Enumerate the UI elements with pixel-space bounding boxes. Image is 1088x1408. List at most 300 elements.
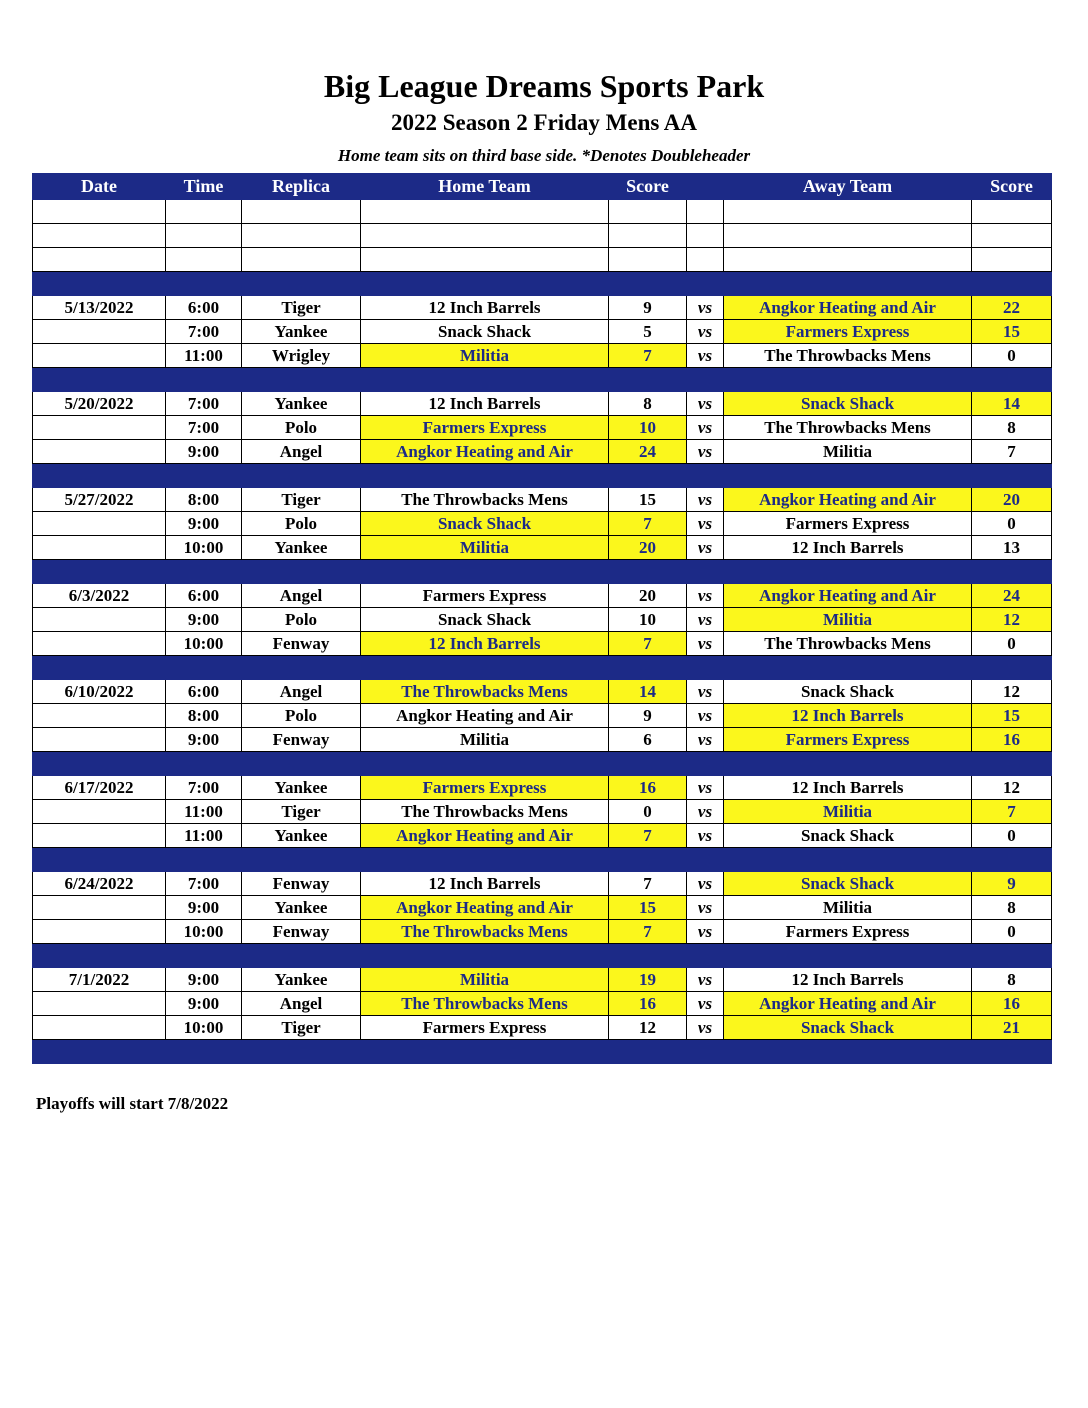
home-score-cell: 16 (609, 776, 687, 800)
replica-cell: Yankee (242, 776, 361, 800)
time-cell: 9:00 (166, 608, 242, 632)
replica-cell: Tiger (242, 800, 361, 824)
separator-row (33, 272, 1052, 296)
empty-cell (972, 752, 1052, 776)
home-team-cell: Angkor Heating and Air (361, 896, 609, 920)
empty-cell (242, 752, 361, 776)
home-team-cell: Snack Shack (361, 512, 609, 536)
home-team-cell: 12 Inch Barrels (361, 632, 609, 656)
away-score-cell: 15 (972, 704, 1052, 728)
away-score-cell: 16 (972, 728, 1052, 752)
time-cell: 7:00 (166, 872, 242, 896)
home-team-cell: Militia (361, 728, 609, 752)
empty-cell (609, 200, 687, 224)
game-row (33, 392, 1052, 416)
empty-cell (972, 368, 1052, 392)
game-row (33, 296, 1052, 320)
home-team-note: Home team sits on third base side. *Denotes Doubleheader (337, 146, 751, 165)
separator-row (33, 656, 1052, 680)
home-team-cell: 12 Inch Barrels (361, 872, 609, 896)
col-header-home-score: Score (609, 174, 687, 200)
empty-cell (242, 368, 361, 392)
time-cell: 9:00 (166, 968, 242, 992)
away-team-cell: The Throwbacks Mens (724, 416, 972, 440)
empty-cell (33, 656, 166, 680)
away-team-cell: Angkor Heating and Air (724, 584, 972, 608)
game-row (33, 680, 1052, 704)
vs-label: vs (687, 704, 724, 728)
replica-cell: Yankee (242, 968, 361, 992)
away-team-cell: The Throwbacks Mens (724, 344, 972, 368)
away-score-cell: 7 (972, 440, 1052, 464)
empty-cell (166, 752, 242, 776)
empty-cell (687, 272, 724, 296)
date-cell: 6/10/2022 (33, 680, 166, 704)
time-cell: 7:00 (166, 320, 242, 344)
away-score-cell: 7 (972, 800, 1052, 824)
empty-cell (609, 752, 687, 776)
empty-cell (687, 248, 724, 272)
separator-row (33, 944, 1052, 968)
date-cell (33, 728, 166, 752)
empty-cell (724, 200, 972, 224)
home-team-cell: Angkor Heating and Air (361, 704, 609, 728)
home-score-cell: 16 (609, 992, 687, 1016)
game-row (33, 968, 1052, 992)
home-team-cell: Snack Shack (361, 608, 609, 632)
date-cell (33, 344, 166, 368)
away-score-cell: 0 (972, 824, 1052, 848)
date-cell (33, 416, 166, 440)
game-row (33, 344, 1052, 368)
separator-row (33, 560, 1052, 584)
date-cell (33, 896, 166, 920)
away-team-cell: Farmers Express (724, 512, 972, 536)
home-team-cell: Angkor Heating and Air (361, 824, 609, 848)
vs-label: vs (687, 920, 724, 944)
replica-cell: Tiger (242, 296, 361, 320)
replica-cell: Polo (242, 512, 361, 536)
empty-cell (33, 752, 166, 776)
date-cell: 5/20/2022 (33, 392, 166, 416)
vs-label: vs (687, 536, 724, 560)
empty-cell (166, 224, 242, 248)
empty-cell (609, 272, 687, 296)
time-cell: 7:00 (166, 392, 242, 416)
date-cell (33, 536, 166, 560)
away-score-cell: 24 (972, 584, 1052, 608)
replica-cell: Fenway (242, 632, 361, 656)
away-score-cell: 12 (972, 776, 1052, 800)
date-cell (33, 512, 166, 536)
date-cell (33, 704, 166, 728)
away-score-cell: 8 (972, 896, 1052, 920)
replica-cell: Angel (242, 584, 361, 608)
game-row (33, 608, 1052, 632)
empty-cell (166, 368, 242, 392)
away-score-cell: 0 (972, 632, 1052, 656)
empty-cell (242, 200, 361, 224)
separator-row (33, 752, 1052, 776)
away-team-cell: The Throwbacks Mens (724, 632, 972, 656)
home-score-cell: 15 (609, 488, 687, 512)
replica-cell: Yankee (242, 536, 361, 560)
empty-cell (609, 1040, 687, 1064)
empty-cell (242, 1040, 361, 1064)
empty-cell (242, 464, 361, 488)
vs-label: vs (687, 872, 724, 896)
away-team-cell: 12 Inch Barrels (724, 776, 972, 800)
time-cell: 10:00 (166, 1016, 242, 1040)
vs-label: vs (687, 392, 724, 416)
away-score-cell: 20 (972, 488, 1052, 512)
home-score-cell: 7 (609, 824, 687, 848)
empty-cell (242, 656, 361, 680)
date-cell (33, 440, 166, 464)
away-team-cell: Snack Shack (724, 392, 972, 416)
home-score-cell: 20 (609, 584, 687, 608)
replica-cell: Yankee (242, 824, 361, 848)
replica-cell: Fenway (242, 872, 361, 896)
empty-row (33, 224, 1052, 248)
empty-cell (242, 224, 361, 248)
vs-label: vs (687, 776, 724, 800)
away-team-cell: Angkor Heating and Air (724, 296, 972, 320)
home-team-cell: The Throwbacks Mens (361, 920, 609, 944)
empty-cell (609, 248, 687, 272)
empty-cell (166, 1040, 242, 1064)
empty-cell (33, 368, 166, 392)
replica-cell: Yankee (242, 392, 361, 416)
page-title: Big League Dreams Sports Park (323, 68, 765, 104)
empty-cell (972, 848, 1052, 872)
replica-cell: Fenway (242, 920, 361, 944)
empty-cell (724, 560, 972, 584)
empty-cell (972, 656, 1052, 680)
empty-cell (609, 464, 687, 488)
away-team-cell: 12 Inch Barrels (724, 704, 972, 728)
game-row (33, 440, 1052, 464)
replica-cell: Polo (242, 416, 361, 440)
empty-cell (166, 848, 242, 872)
col-header-vs (687, 174, 724, 200)
empty-cell (361, 848, 609, 872)
empty-cell (33, 224, 166, 248)
time-cell: 6:00 (166, 680, 242, 704)
game-row (33, 512, 1052, 536)
season-subtitle: 2022 Season 2 Friday Mens AA (390, 110, 698, 135)
home-team-cell: The Throwbacks Mens (361, 800, 609, 824)
col-header-replica: Replica (242, 174, 361, 200)
date-cell: 5/27/2022 (33, 488, 166, 512)
replica-cell: Polo (242, 704, 361, 728)
separator-row (33, 368, 1052, 392)
empty-cell (33, 200, 166, 224)
empty-cell (166, 944, 242, 968)
empty-cell (361, 368, 609, 392)
away-team-cell: Snack Shack (724, 680, 972, 704)
vs-label: vs (687, 896, 724, 920)
away-score-cell: 9 (972, 872, 1052, 896)
empty-cell (33, 944, 166, 968)
col-header-away-team: Away Team (724, 174, 972, 200)
time-cell: 9:00 (166, 440, 242, 464)
empty-cell (361, 752, 609, 776)
replica-cell: Wrigley (242, 344, 361, 368)
empty-cell (33, 560, 166, 584)
game-row (33, 536, 1052, 560)
empty-cell (361, 464, 609, 488)
time-cell: 10:00 (166, 536, 242, 560)
home-score-cell: 9 (609, 296, 687, 320)
empty-cell (687, 200, 724, 224)
away-team-cell: Farmers Express (724, 728, 972, 752)
empty-cell (361, 248, 609, 272)
vs-label: vs (687, 824, 724, 848)
home-score-cell: 6 (609, 728, 687, 752)
replica-cell: Polo (242, 608, 361, 632)
vs-label: vs (687, 344, 724, 368)
separator-row (33, 848, 1052, 872)
date-cell (33, 824, 166, 848)
away-score-cell: 16 (972, 992, 1052, 1016)
col-header-time: Time (166, 174, 242, 200)
home-team-cell: Farmers Express (361, 1016, 609, 1040)
home-score-cell: 10 (609, 608, 687, 632)
empty-cell (609, 656, 687, 680)
time-cell: 7:00 (166, 776, 242, 800)
game-row (33, 1016, 1052, 1040)
empty-cell (361, 560, 609, 584)
empty-cell (724, 752, 972, 776)
home-score-cell: 7 (609, 920, 687, 944)
game-row (33, 704, 1052, 728)
time-cell: 11:00 (166, 824, 242, 848)
date-cell (33, 992, 166, 1016)
time-cell: 10:00 (166, 920, 242, 944)
home-team-cell: The Throwbacks Mens (361, 992, 609, 1016)
home-score-cell: 14 (609, 680, 687, 704)
empty-cell (242, 560, 361, 584)
empty-cell (724, 368, 972, 392)
away-team-cell: Militia (724, 800, 972, 824)
empty-cell (724, 464, 972, 488)
away-score-cell: 12 (972, 608, 1052, 632)
empty-cell (609, 368, 687, 392)
empty-cell (609, 848, 687, 872)
header-row (33, 174, 1052, 200)
home-team-cell: Farmers Express (361, 776, 609, 800)
home-score-cell: 24 (609, 440, 687, 464)
col-header-away-score: Score (972, 174, 1052, 200)
vs-label: vs (687, 728, 724, 752)
empty-cell (166, 560, 242, 584)
home-team-cell: The Throwbacks Mens (361, 680, 609, 704)
time-cell: 9:00 (166, 512, 242, 536)
empty-cell (361, 272, 609, 296)
home-score-cell: 7 (609, 632, 687, 656)
empty-cell (242, 272, 361, 296)
date-cell (33, 1016, 166, 1040)
vs-label: vs (687, 488, 724, 512)
empty-cell (361, 200, 609, 224)
away-score-cell: 12 (972, 680, 1052, 704)
away-team-cell: Farmers Express (724, 320, 972, 344)
away-team-cell: 12 Inch Barrels (724, 536, 972, 560)
away-score-cell: 22 (972, 296, 1052, 320)
replica-cell: Tiger (242, 488, 361, 512)
empty-cell (972, 248, 1052, 272)
empty-cell (687, 464, 724, 488)
time-cell: 6:00 (166, 296, 242, 320)
empty-cell (724, 944, 972, 968)
date-cell (33, 320, 166, 344)
away-team-cell: Snack Shack (724, 872, 972, 896)
empty-cell (724, 656, 972, 680)
empty-cell (972, 200, 1052, 224)
empty-cell (166, 464, 242, 488)
time-cell: 6:00 (166, 584, 242, 608)
home-team-cell: Militia (361, 344, 609, 368)
empty-cell (687, 656, 724, 680)
replica-cell: Tiger (242, 1016, 361, 1040)
vs-label: vs (687, 584, 724, 608)
home-score-cell: 9 (609, 704, 687, 728)
empty-cell (166, 200, 242, 224)
empty-cell (609, 944, 687, 968)
date-cell: 7/1/2022 (33, 968, 166, 992)
empty-cell (687, 848, 724, 872)
empty-cell (724, 248, 972, 272)
game-row (33, 488, 1052, 512)
replica-cell: Yankee (242, 896, 361, 920)
away-score-cell: 14 (972, 392, 1052, 416)
away-team-cell: Militia (724, 440, 972, 464)
vs-label: vs (687, 992, 724, 1016)
date-cell (33, 632, 166, 656)
empty-row (33, 200, 1052, 224)
away-score-cell: 21 (972, 1016, 1052, 1040)
date-cell: 6/3/2022 (33, 584, 166, 608)
away-score-cell: 0 (972, 344, 1052, 368)
away-score-cell: 8 (972, 416, 1052, 440)
time-cell: 9:00 (166, 896, 242, 920)
empty-cell (242, 848, 361, 872)
home-score-cell: 20 (609, 536, 687, 560)
home-team-cell: Angkor Heating and Air (361, 440, 609, 464)
home-team-cell: Militia (361, 968, 609, 992)
schedule-body (33, 174, 1052, 1064)
vs-label: vs (687, 296, 724, 320)
home-score-cell: 5 (609, 320, 687, 344)
replica-cell: Angel (242, 680, 361, 704)
time-cell: 10:00 (166, 632, 242, 656)
empty-cell (687, 1040, 724, 1064)
empty-cell (166, 272, 242, 296)
vs-label: vs (687, 512, 724, 536)
game-row (33, 776, 1052, 800)
away-score-cell: 8 (972, 968, 1052, 992)
time-cell: 11:00 (166, 800, 242, 824)
replica-cell: Fenway (242, 728, 361, 752)
date-cell: 6/17/2022 (33, 776, 166, 800)
time-cell: 7:00 (166, 416, 242, 440)
home-team-cell: Militia (361, 536, 609, 560)
empty-cell (166, 656, 242, 680)
time-cell: 9:00 (166, 992, 242, 1016)
home-team-cell: Farmers Express (361, 584, 609, 608)
schedule-table (32, 173, 1052, 1064)
empty-cell (33, 464, 166, 488)
game-row (33, 632, 1052, 656)
replica-cell: Yankee (242, 320, 361, 344)
home-score-cell: 19 (609, 968, 687, 992)
empty-cell (972, 560, 1052, 584)
vs-label: vs (687, 632, 724, 656)
home-score-cell: 7 (609, 872, 687, 896)
empty-cell (609, 224, 687, 248)
empty-cell (972, 1040, 1052, 1064)
vs-label: vs (687, 608, 724, 632)
away-team-cell: Militia (724, 608, 972, 632)
empty-cell (724, 224, 972, 248)
away-score-cell: 13 (972, 536, 1052, 560)
home-team-cell: Snack Shack (361, 320, 609, 344)
game-row (33, 992, 1052, 1016)
game-row (33, 320, 1052, 344)
vs-label: vs (687, 440, 724, 464)
game-row (33, 800, 1052, 824)
home-team-cell: 12 Inch Barrels (361, 296, 609, 320)
time-cell: 9:00 (166, 728, 242, 752)
game-row (33, 920, 1052, 944)
away-team-cell: Angkor Heating and Air (724, 992, 972, 1016)
home-score-cell: 8 (609, 392, 687, 416)
empty-cell (609, 560, 687, 584)
away-score-cell: 0 (972, 920, 1052, 944)
empty-cell (687, 752, 724, 776)
empty-cell (361, 224, 609, 248)
away-team-cell: Angkor Heating and Air (724, 488, 972, 512)
away-team-cell: Militia (724, 896, 972, 920)
empty-cell (361, 944, 609, 968)
date-cell (33, 920, 166, 944)
vs-label: vs (687, 680, 724, 704)
separator-row (33, 464, 1052, 488)
col-header-home-team: Home Team (361, 174, 609, 200)
col-header-date: Date (33, 174, 166, 200)
vs-label: vs (687, 416, 724, 440)
away-team-cell: Snack Shack (724, 824, 972, 848)
home-score-cell: 15 (609, 896, 687, 920)
vs-label: vs (687, 968, 724, 992)
empty-cell (33, 248, 166, 272)
date-cell: 5/13/2022 (33, 296, 166, 320)
empty-cell (972, 272, 1052, 296)
vs-label: vs (687, 800, 724, 824)
date-cell: 6/24/2022 (33, 872, 166, 896)
empty-cell (687, 560, 724, 584)
empty-row (33, 248, 1052, 272)
date-cell (33, 608, 166, 632)
away-score-cell: 0 (972, 512, 1052, 536)
home-team-cell: Farmers Express (361, 416, 609, 440)
empty-cell (242, 944, 361, 968)
away-score-cell: 15 (972, 320, 1052, 344)
away-team-cell: Snack Shack (724, 1016, 972, 1040)
home-score-cell: 7 (609, 512, 687, 536)
empty-cell (242, 248, 361, 272)
